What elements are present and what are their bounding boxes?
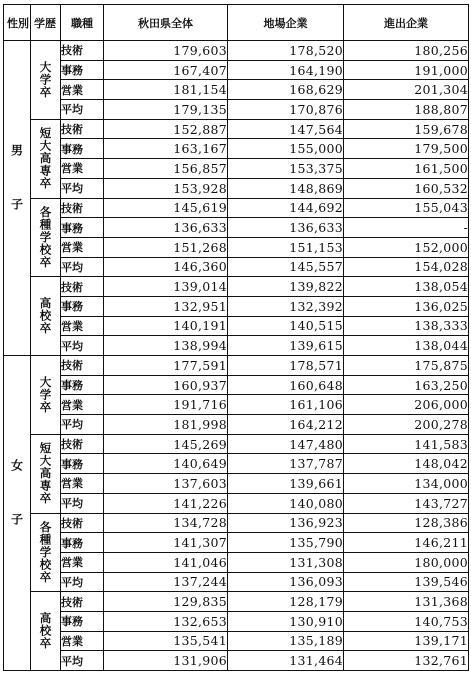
table-row [4,80,469,100]
local-company-value: 151,153 [228,237,344,257]
table-row [4,159,469,179]
table-row [4,474,469,494]
local-company-value: 131,464 [228,651,344,671]
local-company-value: 170,876 [228,100,344,120]
education-cell: 短大高専卒 [31,434,61,513]
local-company-value: 145,557 [228,257,344,277]
job-cell: 事務 [61,454,104,474]
outside-company-value: 141,583 [344,434,469,454]
local-company-value: 128,179 [228,592,344,612]
outside-company-value: 136,025 [344,296,469,316]
table-row [4,454,469,474]
outside-company-value: 132,761 [344,651,469,671]
table-row [4,100,469,120]
outside-company-value: 175,875 [344,356,469,376]
akita-total-value: 167,407 [104,60,228,80]
local-company-value: 136,923 [228,513,344,533]
akita-total-value: 140,191 [104,316,228,336]
job-cell: 営業 [61,316,104,336]
job-cell: 平均 [61,572,104,592]
local-company-value: 136,093 [228,572,344,592]
job-cell: 技術 [61,198,104,218]
job-cell: 営業 [61,474,104,494]
akita-total-value: 140,649 [104,454,228,474]
table-row [4,631,469,651]
akita-total-value: 153,928 [104,178,228,198]
outside-company-value: 155,043 [344,198,469,218]
table-row [4,572,469,592]
job-cell: 営業 [61,80,104,100]
salary-table [3,4,469,671]
job-cell: 平均 [61,651,104,671]
outside-company-value: 140,753 [344,611,469,631]
header-sex: 性別 [4,5,31,41]
local-company-value: 160,648 [228,375,344,395]
job-cell: 平均 [61,178,104,198]
outside-company-value: 191,000 [344,60,469,80]
education-cell: 大学卒 [31,356,61,435]
education-cell: 高校卒 [31,592,61,671]
local-company-value: 164,212 [228,415,344,435]
job-cell: 技術 [61,356,104,376]
akita-total-value: 141,046 [104,552,228,572]
akita-total-value: 177,591 [104,356,228,376]
akita-total-value: 145,269 [104,434,228,454]
job-cell: 技術 [61,513,104,533]
akita-total-value: 151,268 [104,237,228,257]
job-cell: 事務 [61,296,104,316]
local-company-value: 153,375 [228,159,344,179]
job-cell: 事務 [61,139,104,159]
local-company-value: 135,189 [228,631,344,651]
education-cell: 各種学校卒 [31,513,61,592]
outside-company-value: 179,500 [344,139,469,159]
table-row [4,434,469,454]
job-cell: 技術 [61,277,104,297]
table-row [4,395,469,415]
education-cell: 各種学校卒 [31,198,61,277]
job-cell: 事務 [61,533,104,553]
local-company-value: 155,000 [228,139,344,159]
header-job: 職種 [61,5,104,41]
sex-cell: 男子 [4,41,31,356]
akita-total-value: 179,603 [104,41,228,61]
education-cell: 大学卒 [31,41,61,120]
akita-total-value: 160,937 [104,375,228,395]
table-row [4,513,469,533]
local-company-value: 140,515 [228,316,344,336]
akita-total-value: 135,541 [104,631,228,651]
akita-total-value: 191,716 [104,395,228,415]
table-row [4,611,469,631]
job-cell: 営業 [61,237,104,257]
table-row [4,60,469,80]
job-cell: 平均 [61,415,104,435]
local-company-value: 139,822 [228,277,344,297]
table-row [4,533,469,553]
outside-company-value: 146,211 [344,533,469,553]
job-cell: 平均 [61,100,104,120]
local-company-value: 132,392 [228,296,344,316]
akita-total-value: 179,135 [104,100,228,120]
local-company-value: 168,629 [228,80,344,100]
local-company-value: 139,615 [228,336,344,356]
job-cell: 平均 [61,257,104,277]
outside-company-value: 154,028 [344,257,469,277]
table-row [4,356,469,376]
job-cell: 技術 [61,592,104,612]
outside-company-value: 128,386 [344,513,469,533]
outside-company-value: 188,807 [344,100,469,120]
table-row [4,119,469,139]
outside-company-value: 206,000 [344,395,469,415]
table-header [4,5,469,41]
akita-total-value: 181,154 [104,80,228,100]
outside-company-value: - [344,218,469,238]
akita-total-value: 146,360 [104,257,228,277]
job-cell: 技術 [61,119,104,139]
outside-company-value: 131,368 [344,592,469,612]
job-cell: 事務 [61,611,104,631]
outside-company-value: 143,727 [344,493,469,513]
outside-company-value: 201,304 [344,80,469,100]
local-company-value: 139,661 [228,474,344,494]
akita-total-value: 136,633 [104,218,228,238]
akita-total-value: 138,994 [104,336,228,356]
local-company-value: 130,910 [228,611,344,631]
job-cell: 営業 [61,552,104,572]
header-row [4,5,469,41]
education-cell: 短大高専卒 [31,119,61,198]
outside-company-value: 160,532 [344,178,469,198]
outside-company-value: 200,278 [344,415,469,435]
akita-total-value: 141,226 [104,493,228,513]
local-company-value: 164,190 [228,60,344,80]
table-row [4,493,469,513]
table-row [4,336,469,356]
job-cell: 営業 [61,159,104,179]
local-company-value: 178,571 [228,356,344,376]
table-row [4,415,469,435]
outside-company-value: 138,044 [344,336,469,356]
table-body [4,41,469,671]
akita-total-value: 131,906 [104,651,228,671]
outside-company-value: 180,000 [344,552,469,572]
local-company-value: 135,790 [228,533,344,553]
job-cell: 事務 [61,60,104,80]
table-row [4,316,469,336]
local-company-value: 140,080 [228,493,344,513]
local-company-value: 178,520 [228,41,344,61]
local-company-value: 147,564 [228,119,344,139]
outside-company-value: 148,042 [344,454,469,474]
akita-total-value: 145,619 [104,198,228,218]
table-row [4,296,469,316]
header-education: 学歴 [31,5,61,41]
akita-total-value: 156,857 [104,159,228,179]
header-outside-company: 進出企業 [344,5,469,41]
akita-total-value: 152,887 [104,119,228,139]
table-row [4,41,469,61]
job-cell: 事務 [61,218,104,238]
table-row [4,592,469,612]
table-row [4,139,469,159]
table-row [4,198,469,218]
job-cell: 技術 [61,434,104,454]
job-cell: 平均 [61,336,104,356]
akita-total-value: 134,728 [104,513,228,533]
akita-total-value: 132,653 [104,611,228,631]
outside-company-value: 159,678 [344,119,469,139]
outside-company-value: 138,333 [344,316,469,336]
job-cell: 営業 [61,631,104,651]
job-cell: 技術 [61,41,104,61]
header-akita-total: 秋田県全体 [104,5,228,41]
job-cell: 営業 [61,395,104,415]
table-row [4,552,469,572]
table-row [4,218,469,238]
local-company-value: 147,480 [228,434,344,454]
table-row [4,651,469,671]
local-company-value: 137,787 [228,454,344,474]
job-cell: 事務 [61,375,104,395]
table-row [4,277,469,297]
table-row [4,257,469,277]
local-company-value: 136,633 [228,218,344,238]
outside-company-value: 163,250 [344,375,469,395]
sex-cell: 女子 [4,356,31,671]
table-row [4,375,469,395]
table-row [4,178,469,198]
akita-total-value: 137,244 [104,572,228,592]
outside-company-value: 180,256 [344,41,469,61]
job-cell: 平均 [61,493,104,513]
local-company-value: 161,106 [228,395,344,415]
outside-company-value: 138,054 [344,277,469,297]
education-cell: 高校卒 [31,277,61,356]
outside-company-value: 152,000 [344,237,469,257]
outside-company-value: 139,171 [344,631,469,651]
outside-company-value: 161,500 [344,159,469,179]
akita-total-value: 139,014 [104,277,228,297]
local-company-value: 144,692 [228,198,344,218]
outside-company-value: 139,546 [344,572,469,592]
table-row [4,237,469,257]
local-company-value: 131,308 [228,552,344,572]
local-company-value: 148,869 [228,178,344,198]
outside-company-value: 134,000 [344,474,469,494]
akita-total-value: 132,951 [104,296,228,316]
akita-total-value: 181,998 [104,415,228,435]
akita-total-value: 137,603 [104,474,228,494]
header-local-company: 地場企業 [228,5,344,41]
akita-total-value: 141,307 [104,533,228,553]
akita-total-value: 163,167 [104,139,228,159]
akita-total-value: 129,835 [104,592,228,612]
